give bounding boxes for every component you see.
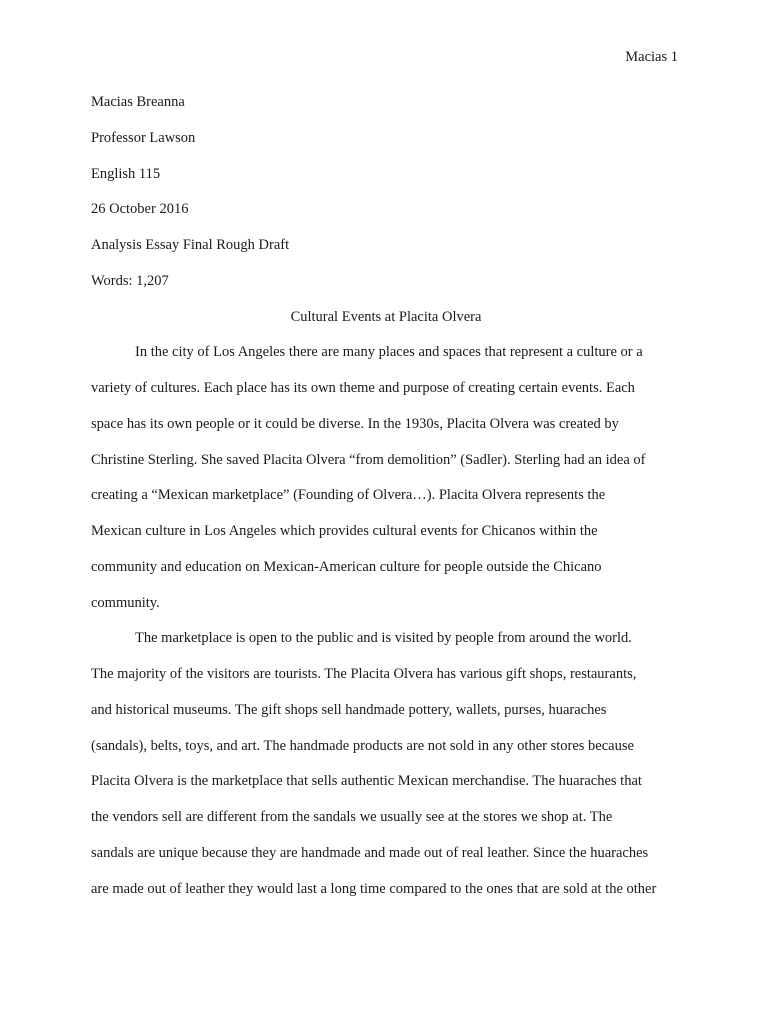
running-head: Macias 1 bbox=[625, 49, 678, 65]
paragraph-line: are made out of leather they would last a long time compared to the ones that are sold at the other bbox=[91, 880, 657, 897]
paragraph-line: variety of cultures. Each place has its own theme and purpose of creating certain events. Each bbox=[91, 380, 635, 396]
paragraph-line: creating a “Mexican marketplace” (Founding of Olvera…). Placita Olvera represents the bbox=[91, 487, 606, 504]
paragraph-line: (sandals), belts, toys, and art. The handmade products are not sold in any other stores because bbox=[91, 737, 634, 754]
paragraph-1 bbox=[91, 342, 681, 628]
student-name: Macias Breanna bbox=[91, 94, 185, 110]
course-name: English 115 bbox=[91, 165, 161, 182]
assignment-name: Analysis Essay Final Rough Draft bbox=[91, 237, 290, 253]
paragraph-line: space has its own people or it could be diverse. In the 1930s, Placita Olvera was created by bbox=[91, 415, 619, 432]
paragraph-line: community. bbox=[91, 594, 160, 611]
word-count: Words: 1,207 bbox=[91, 272, 169, 289]
paragraph-line: the vendors sell are different from the sandals we usually see at the stores we shop at. The bbox=[91, 809, 613, 825]
paragraph-line: In the city of Los Angeles there are many places and spaces that represent a culture or a bbox=[135, 344, 643, 361]
paragraph-line: sandals are unique because they are handmade and made out of real leather. Since the huaraches bbox=[91, 844, 649, 861]
essay-date: 26 October 2016 bbox=[91, 201, 189, 218]
paragraph-2 bbox=[91, 628, 681, 914]
professor-name: Professor Lawson bbox=[91, 129, 196, 146]
paragraph-line: The majority of the visitors are tourists. The Placita Olvera has various gift shops, restaurants, bbox=[91, 666, 637, 682]
paragraph-line: Mexican culture in Los Angeles which provides cultural events for Chicanos within the bbox=[91, 523, 598, 539]
paragraph-line: and historical museums. The gift shops sell handmade pottery, wallets, purses, huaraches bbox=[91, 701, 607, 718]
paragraph-line: The marketplace is open to the public and is visited by people from around the world. bbox=[135, 630, 632, 647]
paragraph-line: community and education on Mexican-American culture for people outside the Chicano bbox=[91, 558, 602, 575]
paragraph-line: Placita Olvera is the marketplace that sells authentic Mexican merchandise. The huaraches that bbox=[91, 773, 642, 790]
essay-title: Cultural Events at Placita Olvera bbox=[290, 308, 482, 325]
paragraph-line: Christine Sterling. She saved Placita Olvera “from demolition” (Sadler). Sterling had an idea of bbox=[91, 451, 646, 468]
essay-body bbox=[91, 92, 681, 914]
